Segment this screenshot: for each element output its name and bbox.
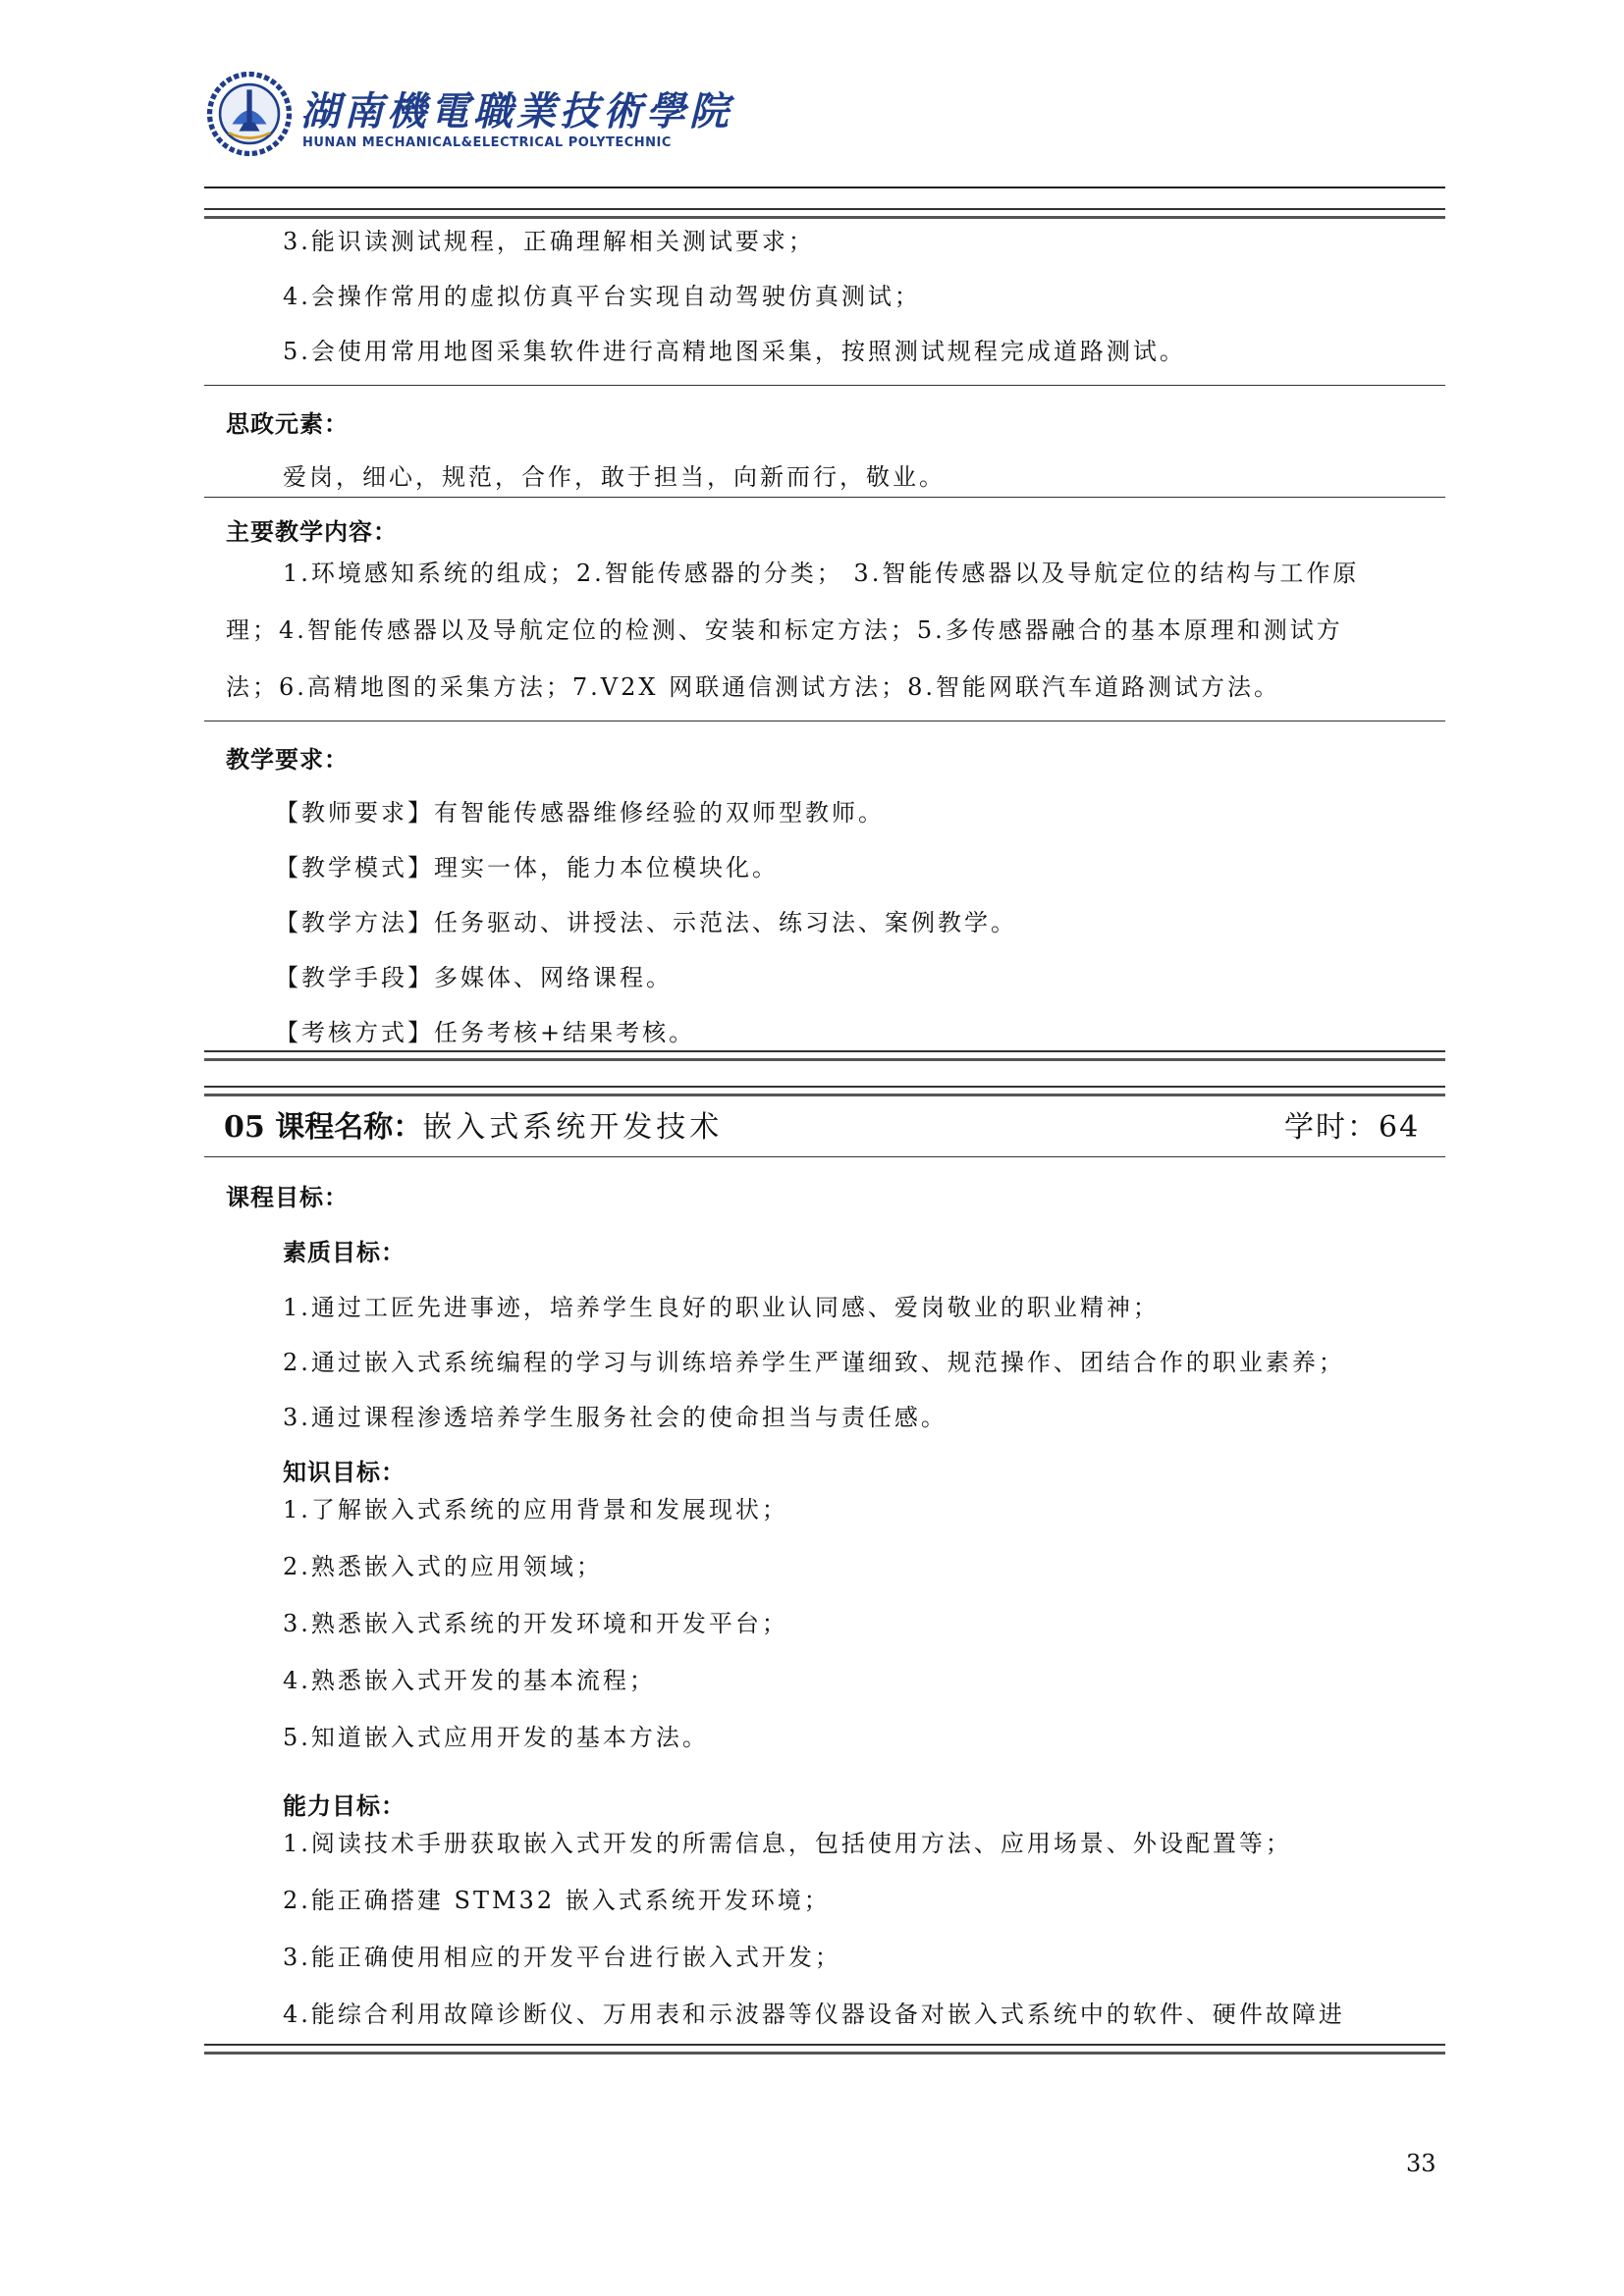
list-item: 5.知道嵌入式应用开发的基本方法。 [283, 1724, 709, 1751]
list-item: 【考核方式】任务考核+结果考核。 [275, 1019, 696, 1046]
list-item: 3.熟悉嵌入式系统的开发环境和开发平台； [283, 1610, 788, 1637]
section-end-rule [204, 1050, 1445, 1061]
list-item: 【教学方法】任务驱动、讲授法、示范法、练习法、案例教学。 [275, 909, 1017, 936]
course-title [224, 1102, 723, 1146]
ideology-text: 爱岗，细心，规范，合作，敢于担当，向新而行，敬业。 [283, 463, 946, 491]
list-item: 【教学手段】多媒体、网络课程。 [275, 964, 673, 991]
list-item: 4.会操作常用的虚拟仿真平台实现自动驾驶仿真测试； [283, 283, 921, 310]
list-item: 【教师要求】有智能传感器维修经验的双师型教师。 [275, 799, 885, 827]
page-number: 33 [1406, 2150, 1436, 2177]
header-rule [204, 187, 1445, 188]
course-title-label: 05 课程名称： [224, 1110, 423, 1145]
divider [204, 497, 1445, 498]
list-item: 5.会使用常用地图采集软件进行高精地图采集，按照测试规程完成道路测试。 [283, 338, 1186, 365]
list-item: 3.能识读测试规程，正确理解相关测试要求； [283, 228, 815, 255]
section-top-rule [204, 208, 1445, 219]
list-item: 2.熟悉嵌入式的应用领域； [283, 1553, 603, 1580]
list-item: 1.了解嵌入式系统的应用背景和发展现状； [283, 1496, 788, 1523]
list-item: 3.能正确使用相应的开发平台进行嵌入式开发； [283, 1944, 841, 1971]
paragraph-line: 法；6.高精地图的采集方法；7.V2X 网联通信测试方法；8.智能网联汽车道路测试方法。 [226, 673, 1281, 701]
section-start-rule [204, 1086, 1445, 1096]
ability-goals-label: 能力目标： [283, 1792, 406, 1820]
course-hours [1284, 1102, 1420, 1146]
divider [204, 385, 1445, 386]
course-name: 嵌入式系统开发技术 [422, 1110, 724, 1145]
hours-label: 学时： [1284, 1110, 1379, 1145]
page-bottom-rule [204, 2044, 1445, 2055]
ideology-label: 思政元素： [226, 410, 349, 438]
hours-value: 64 [1379, 1110, 1421, 1145]
list-item: 1.通过工匠先进事迹，培养学生良好的职业认同感、爱岗敬业的职业精神； [283, 1294, 1160, 1321]
list-item: 1.阅读技术手册获取嵌入式开发的所需信息，包括使用方法、应用场景、外设配置等； [283, 1830, 1292, 1857]
requirements-label: 教学要求： [226, 746, 349, 774]
paragraph-line: 1.环境感知系统的组成；2.智能传感器的分类； 3.智能传感器以及导航定位的结构与工作原 [283, 560, 1360, 587]
list-item: 2.通过嵌入式系统编程的学习与训练培养学生严谨细致、规范操作、团结合作的职业素养； [283, 1349, 1345, 1376]
list-item: 2.能正确搭建 STM32 嵌入式系统开发环境； [283, 1887, 831, 1914]
list-item: 3.通过课程渗透培养学生服务社会的使命担当与责任感。 [283, 1404, 947, 1431]
paragraph-line: 理；4.智能传感器以及导航定位的检测、安装和标定方法；5.多传感器融合的基本原理和测试方 [226, 616, 1343, 644]
list-item: 【教学模式】理实一体，能力本位模块化。 [275, 854, 779, 881]
school-seal-logo [206, 71, 293, 157]
quality-goals-label: 素质目标： [283, 1239, 406, 1266]
knowledge-goals-label: 知识目标： [283, 1459, 406, 1486]
school-name-cn: 湖南機電職業技術學院 [300, 88, 732, 134]
school-name-en: HUNAN MECHANICAL&ELECTRICAL POLYTECHNIC [302, 135, 672, 150]
list-item: 4.熟悉嵌入式开发的基本流程； [283, 1667, 656, 1694]
goals-label: 课程目标： [226, 1184, 349, 1211]
divider [204, 1156, 1445, 1157]
page-header [206, 59, 732, 167]
list-item: 4.能综合利用故障诊断仪、万用表和示波器等仪器设备对嵌入式系统中的软件、硬件故障进 [283, 2001, 1345, 2028]
main-content-label: 主要教学内容： [226, 518, 398, 546]
